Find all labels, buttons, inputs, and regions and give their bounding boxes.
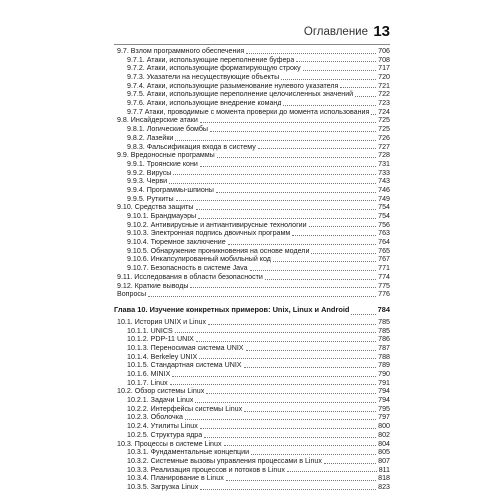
toc-leader-dots (175, 140, 376, 141)
toc-leader-dots (283, 105, 376, 106)
toc-entry (114, 448, 390, 457)
toc-leader-dots (273, 261, 376, 262)
toc-entry (114, 405, 390, 414)
toc-entry-title: 9.7.4. Атаки, использующие разыменование нулевого указателя (127, 81, 339, 90)
toc-entry-title: Вопросы (117, 290, 147, 299)
toc-entry (114, 290, 390, 299)
toc-entry-title: 10.3.5. Загрузка Linux (127, 482, 199, 491)
toc-leader-dots (303, 70, 377, 71)
toc-entry-title: 10.3.1. Фундаментальные концепции (127, 448, 250, 457)
toc-entry (114, 344, 390, 353)
toc-entry-page: 795 (378, 404, 390, 413)
toc-entry-title: 9.9.3. Черви (127, 177, 168, 186)
toc-entry-page: 767 (378, 255, 390, 264)
toc-entry-title: 9.9. Вредоносные программы (117, 151, 215, 160)
toc-entry-page: 823 (378, 482, 390, 491)
toc-entry (114, 99, 390, 108)
toc-entry-page: 733 (378, 168, 390, 177)
toc-chapter (114, 303, 390, 317)
toc-entry-page: 786 (378, 335, 390, 344)
toc-entry-page: 774 (378, 272, 390, 281)
toc-entry-page: 797 (378, 413, 390, 422)
toc-entry-title: 9.10.4. Тюремное заключение (127, 238, 226, 247)
toc-leader-dots (292, 235, 376, 236)
toc-leader-dots (196, 209, 377, 210)
toc-entry-page: 764 (378, 238, 390, 247)
toc-entry-page: 811 (378, 465, 390, 474)
toc-entry-title: 9.7.6. Атаки, использующие внедрение команд (127, 99, 282, 108)
toc-leader-dots (206, 393, 376, 394)
toc-entry-page: 802 (378, 430, 390, 439)
toc-entry-page: 725 (378, 116, 390, 125)
toc-leader-dots (371, 114, 376, 115)
toc-entry-title: 9.9.2. Вирусы (127, 168, 172, 177)
toc-leader-dots (250, 270, 377, 271)
toc-entry (114, 431, 390, 440)
toc-entry-title: 9.7. Взлом программного обеспечения (117, 46, 245, 55)
toc-entry (114, 256, 390, 265)
toc-entry (114, 151, 390, 160)
toc-entry (114, 387, 390, 396)
toc-entry-page: 794 (378, 396, 390, 405)
toc-leader-dots (173, 174, 376, 175)
toc-leader-dots (172, 376, 376, 377)
toc-entry-title: 9.10.5. Обнаружение проникновения на основе модели (127, 246, 310, 255)
toc-leader-dots (196, 341, 376, 342)
toc-entry (114, 195, 390, 204)
toc-entry-page: 785 (378, 317, 390, 326)
toc-leader-dots (216, 192, 376, 193)
toc-entry-page: 794 (378, 387, 390, 396)
toc-entry-title: Глава 10. Изучение конкретных примеров: Unix, Linux и Android (114, 304, 350, 314)
page-header (114, 25, 390, 42)
toc-entry-page: 765 (378, 246, 390, 255)
toc-leader-dots (200, 122, 376, 123)
toc-entry-title: 9.9.5. Руткиты (127, 194, 174, 203)
toc-leader-dots (281, 79, 376, 80)
toc-entry-title: 10.1.4. Berkeley UNIX (127, 352, 198, 361)
toc-entry-title: 10.1.5. Стандартная система UNIX (127, 361, 242, 370)
toc-leader-dots (351, 314, 375, 315)
toc-entry-page: 807 (378, 456, 390, 465)
toc-entry-title: 9.7.5. Атаки, использующие переполнение целочисленных значений (127, 90, 354, 99)
toc-entry-page: 725 (378, 125, 390, 134)
toc-entry (114, 177, 390, 186)
toc-leader-dots (200, 166, 376, 167)
toc-entry-page: 804 (378, 439, 390, 448)
toc-entry-page: 726 (378, 133, 390, 142)
toc-leader-dots (224, 445, 377, 446)
toc-entry-title: 10.1.3. Переносимая система UNIX (127, 343, 244, 352)
toc-leader-dots (195, 402, 376, 403)
toc-leader-dots (251, 454, 376, 455)
toc-leader-dots (199, 358, 376, 359)
toc-entry (114, 134, 390, 143)
toc-entry (114, 212, 390, 221)
toc-leader-dots (309, 226, 377, 227)
toc-entry-title: 10.1.7. Linux (127, 378, 168, 387)
toc-entry (114, 440, 390, 449)
page-number: 13 (373, 23, 390, 40)
toc-entry-page: 784 (377, 304, 390, 314)
header-title: Оглавление (303, 26, 368, 38)
toc-entry-page: 788 (378, 352, 390, 361)
toc-entry-page: 727 (378, 142, 390, 151)
toc-entry (114, 370, 390, 379)
toc-entry-title: 10.2.3. Оболочка (127, 413, 183, 422)
toc-entry-page: 720 (378, 73, 390, 82)
toc-entry-title: 9.8.3. Фальсификация входа в систему (127, 142, 256, 151)
toc-entry-title: 9.10.3. Электронная подпись двоичных программ (127, 229, 291, 238)
toc-entry-page: 721 (378, 81, 390, 90)
toc-entry (114, 318, 390, 327)
toc-entry-page: 754 (378, 212, 390, 221)
toc-leader-dots (340, 87, 376, 88)
toc-entry (114, 64, 390, 73)
toc-entry-page: 722 (378, 90, 390, 99)
toc-entry-page: 749 (378, 194, 390, 203)
toc-leader-dots (265, 279, 376, 280)
toc-leader-dots (175, 332, 376, 333)
toc-leader-dots (169, 183, 376, 184)
toc-leader-dots (226, 480, 376, 481)
toc-entry-title: 10.3. Процессы в системе Linux (117, 439, 222, 448)
toc-entry-title: 9.10. Средства защиты (117, 203, 194, 212)
toc-entry (114, 483, 390, 492)
toc-entry-title: 10.2. Обзор системы Linux (117, 387, 205, 396)
toc-leader-dots (244, 411, 376, 412)
toc-leader-dots (208, 324, 376, 325)
toc-entry (114, 273, 390, 282)
toc-entry-page: 706 (378, 46, 390, 55)
toc-entry-page: 756 (378, 220, 390, 229)
toc-leader-dots (185, 419, 376, 420)
toc-entry-page: 728 (378, 151, 390, 160)
toc-entry-title: 9.10.7. Безопасность в системе Java (127, 264, 248, 273)
toc-entry (114, 47, 390, 56)
toc-entry-page: 791 (378, 378, 390, 387)
toc-entry (114, 361, 390, 370)
toc-entry-page: 763 (378, 229, 390, 238)
toc-entry-page: 771 (378, 264, 390, 273)
toc-entry (114, 90, 390, 99)
toc-entry (114, 229, 390, 238)
toc-leader-dots (204, 437, 376, 438)
toc-entry-page: 800 (378, 422, 390, 431)
toc-entry (114, 238, 390, 247)
toc-leader-dots (198, 218, 376, 219)
toc-entry-page: 818 (378, 474, 390, 483)
toc-entry (114, 186, 390, 195)
toc-leader-dots (355, 96, 376, 97)
toc-entry-title: 9.7.2. Атаки, использующие форматирующую строку (127, 64, 301, 73)
toc-entry-title: 9.8. Инсайдерские атаки (117, 116, 198, 125)
toc-entry-title: 10.1.6. MINIX (127, 370, 171, 379)
toc-entry (114, 221, 390, 230)
toc-entry (114, 169, 390, 178)
toc-entry (114, 143, 390, 152)
toc-entry-page: 731 (378, 159, 390, 168)
toc-entry-title: 10.3.3. Реализация процессов и потоков в Linux (127, 465, 285, 474)
toc-entry-title: 9.7.1. Атаки, использующие переполнение буфера (127, 55, 295, 64)
toc-entry-page: 743 (378, 177, 390, 186)
toc-leader-dots (228, 244, 376, 245)
toc-entry (114, 414, 390, 423)
toc-entry-page: 746 (378, 185, 390, 194)
toc-entry-title: 10.2.5. Структура ядра (127, 430, 203, 439)
toc-leader-dots (287, 471, 377, 472)
toc-entry-title: 10.3.4. Планирование в Linux (127, 474, 224, 483)
toc-entry (114, 108, 390, 117)
toc-entry (114, 422, 390, 431)
toc-leader-dots (148, 296, 376, 297)
toc-entry (114, 56, 390, 65)
toc-entry-page: 787 (378, 343, 390, 352)
toc-entry (114, 474, 390, 483)
toc-entry (114, 247, 390, 256)
toc-entry (114, 117, 390, 126)
table-of-contents (114, 47, 390, 492)
toc-entry (114, 457, 390, 466)
toc-entry-title: 10.2.4. Утилиты Linux (127, 422, 198, 431)
toc-entry-page: 724 (378, 107, 390, 116)
toc-entry-page: 776 (378, 290, 390, 299)
toc-entry-title: 10.2.2. Интерфейсы системы Linux (127, 404, 243, 413)
toc-leader-dots (190, 287, 376, 288)
header-rule (114, 44, 390, 45)
toc-leader-dots (210, 131, 376, 132)
toc-leader-dots (217, 157, 376, 158)
toc-leader-dots (200, 428, 376, 429)
toc-entry-page: 717 (378, 64, 390, 73)
toc-entry (114, 335, 390, 344)
toc-entry (114, 353, 390, 362)
toc-entry-page: 723 (378, 99, 390, 108)
toc-entry (114, 203, 390, 212)
toc-entry-title: 9.8.2. Лазейки (127, 133, 174, 142)
toc-entry (114, 466, 390, 475)
toc-entry (114, 396, 390, 405)
toc-entry-title: 9.7.7 Атаки, проводимые с момента проверки до момента использования (127, 107, 370, 116)
toc-entry-page: 790 (378, 370, 390, 379)
toc-leader-dots (244, 367, 377, 368)
toc-entry-title: 10.2.1. Задачи Linux (127, 396, 194, 405)
toc-entry-title: 10.1.2. PDP-11 UNIX (127, 335, 194, 344)
toc-entry-page: 789 (378, 361, 390, 370)
toc-leader-dots (296, 61, 376, 62)
toc-entry (114, 125, 390, 134)
toc-leader-dots (246, 350, 377, 351)
toc-entry-title: 10.3.2. Системные вызовы управления процессами в Linux (127, 456, 322, 465)
toc-leader-dots (258, 148, 376, 149)
toc-leader-dots (311, 253, 376, 254)
toc-entry-page: 805 (378, 448, 390, 457)
toc-entry (114, 379, 390, 388)
toc-entry-title: 9.12. Краткие выводы (117, 281, 189, 290)
toc-entry (114, 264, 390, 273)
toc-leader-dots (246, 53, 376, 54)
toc-entry-title: 10.1. История UNIX и Linux (117, 317, 207, 326)
toc-entry (114, 82, 390, 91)
toc-entry-title: 10.1.1. UNICS (127, 326, 173, 335)
toc-entry-title: 9.10.1. Брандмауэры (127, 212, 197, 221)
toc-entry-title: 9.8.1. Логические бомбы (127, 125, 209, 134)
toc-entry-page: 775 (378, 281, 390, 290)
toc-entry (114, 73, 390, 82)
toc-entry-title: 9.9.1. Троянские кони (127, 159, 198, 168)
toc-entry-title: 9.11. Исследования в области безопасности (117, 272, 263, 281)
toc-entry-page: 754 (378, 203, 390, 212)
toc-leader-dots (200, 489, 376, 490)
toc-leader-dots (176, 200, 376, 201)
toc-entry-page: 708 (378, 55, 390, 64)
toc-entry-page: 785 (378, 326, 390, 335)
toc-entry (114, 160, 390, 169)
toc-leader-dots (324, 463, 376, 464)
toc-entry-title: 9.10.6. Инкапсулированный мобильный код (127, 255, 271, 264)
toc-entry-title: 9.7.3. Указатели на несуществующие объекты (127, 73, 280, 82)
toc-entry-title: 9.10.2. Антивирусные и антиантивирусные технологии (127, 220, 307, 229)
toc-entry (114, 327, 390, 336)
toc-entry (114, 282, 390, 291)
toc-entry-title: 9.9.4. Программы-шпионы (127, 185, 214, 194)
toc-leader-dots (170, 384, 377, 385)
